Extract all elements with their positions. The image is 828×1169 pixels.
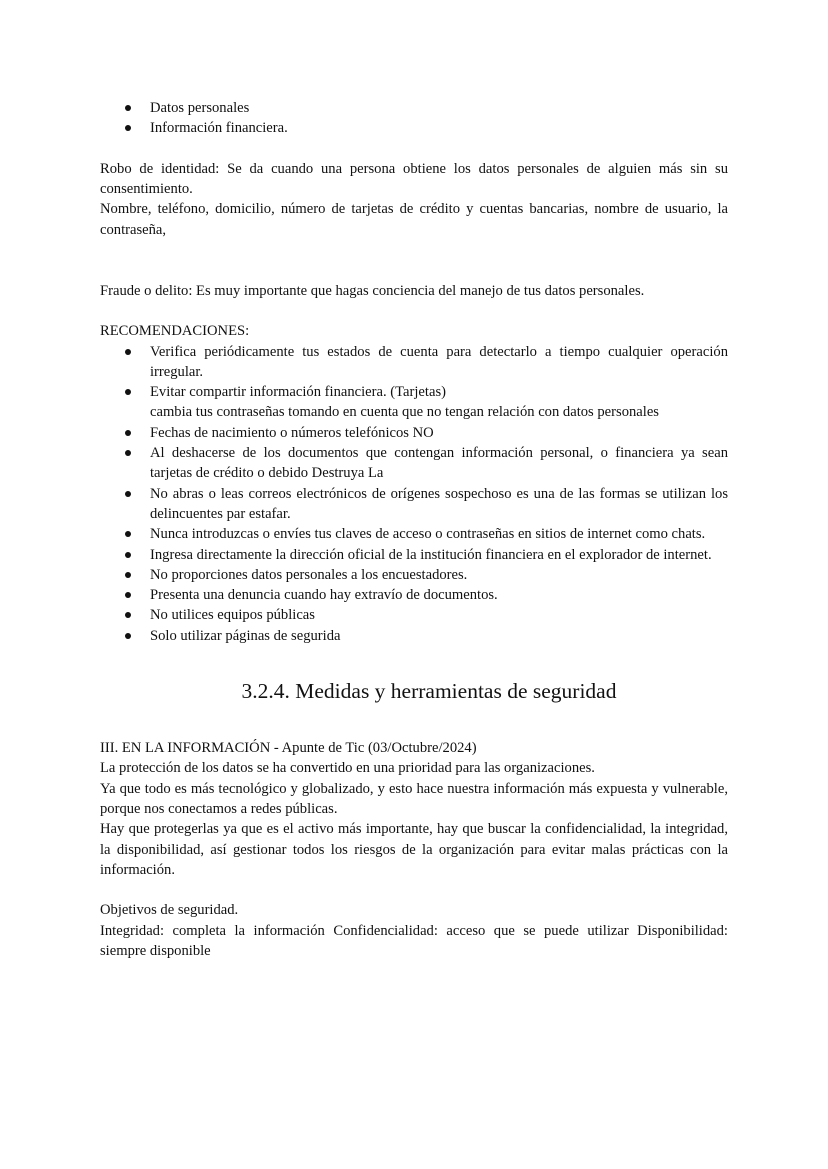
- info-heading: III. EN LA INFORMACIÓN - Apunte de Tic (03/Octubre/2024): [100, 740, 477, 757]
- list-item: Evitar compartir información financiera. (Tarjetas): [100, 382, 728, 402]
- top-bullet-list: [100, 98, 728, 139]
- list-item: No utilices equipos públicas: [100, 605, 728, 625]
- list-item: Nunca introduzcas o envíes tus claves de acceso o contraseñas en sitios de internet como chats.: [100, 524, 728, 544]
- list-item: No abras o leas correos electrónicos de orígenes sospechoso es una de las formas se utilizan los delincuentes par estafar.: [100, 484, 728, 525]
- info-paragraph-3: Hay que protegerlas ya que es el activo más importante, hay que buscar la confidencialidad, la integridad, la disponibilidad, así gestionar todos los riesgos de la organización para evitar malas prácticas con la información.: [100, 821, 728, 878]
- objetivos-text: Integridad: completa la información Confidencialidad: acceso que se puede utilizar Disponibilidad: siempre disponible: [100, 922, 728, 959]
- fraude-paragraph: Fraude o delito: Es muy importante que hagas conciencia del manejo de tus datos personales.: [100, 282, 645, 299]
- info-paragraph-2: Ya que todo es más tecnológico y globalizado, y esto hace nuestra información más expuesta y vulnerable, porque nos conectamos a redes públicas.: [100, 780, 728, 817]
- list-item-continuation: cambia tus contraseñas tomando en cuenta que no tengan relación con datos personales: [150, 404, 659, 421]
- info-paragraph-1: La protección de los datos se ha convertido en una prioridad para las organizaciones.: [100, 760, 595, 777]
- recomendaciones-heading: RECOMENDACIONES:: [100, 323, 250, 340]
- section-heading: 3.2.4. Medidas y herramientas de seguridad: [241, 679, 617, 704]
- robo-paragraph: Robo de identidad: Se da cuando una persona obtiene los datos personales de alguien más sin su consentimiento.: [100, 160, 728, 198]
- list-item: Fechas de nacimiento o números telefónicos NO: [100, 423, 728, 443]
- recomendaciones-list: [100, 342, 728, 646]
- list-item: No proporciones datos personales a los encuestadores.: [100, 565, 728, 585]
- list-item: Ingresa directamente la dirección oficial de la institución financiera en el explorador de internet.: [100, 545, 728, 565]
- robo-details: Nombre, teléfono, domicilio, número de tarjetas de crédito y cuentas bancarias, nombre de usuario, la contraseña,: [100, 201, 728, 238]
- list-item: Al deshacerse de los documentos que contengan información personal, o financiera ya sean tarjetas de crédito o debido Destruya La: [100, 443, 728, 484]
- list-item: Datos personales: [100, 98, 728, 118]
- list-item: Verifica periódicamente tus estados de cuenta para detectarlo a tiempo cualquier operación irregular.: [100, 342, 728, 383]
- list-item: Información financiera.: [100, 118, 728, 138]
- objetivos-heading: Objetivos de seguridad.: [100, 902, 239, 919]
- list-item: Solo utilizar páginas de segurida: [100, 626, 728, 646]
- list-item: Presenta una denuncia cuando hay extravío de documentos.: [100, 585, 728, 605]
